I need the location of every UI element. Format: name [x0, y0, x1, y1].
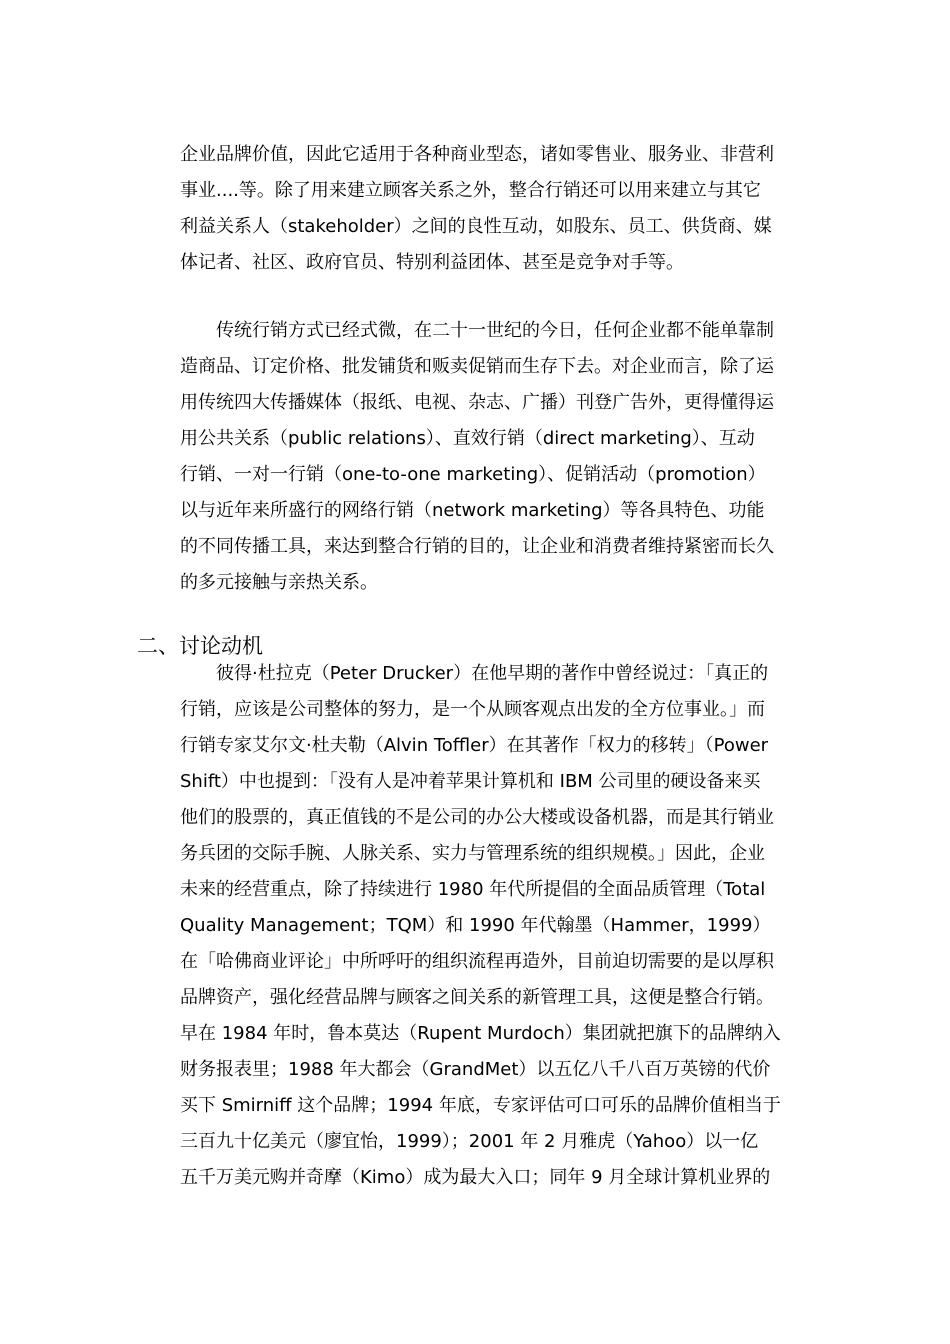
text-line: 利益关系人（stakeholder）之间的良性互动，如股东、员工、供货商、媒 [180, 216, 772, 237]
text-line: 行销、一对一行销（one-to-one marketing）、促销活动（promotion） [180, 464, 766, 485]
text-line: 财务报表里；1988 年大都会（GrandMet）以五亿八千八百万英镑的代价 [180, 1059, 771, 1080]
text-line: 的多元接触与亲热关系。 [180, 572, 378, 593]
text-line: 买下 Smirniff 这个品牌；1994 年底，专家评估可口可乐的品牌价值相当于 [180, 1095, 781, 1116]
text-line: 彼得·杜拉克（Peter Drucker）在他早期的著作中曾经说过：「真正的 [180, 663, 769, 684]
text-line: 造商品、订定价格、批发铺货和贩卖促销而生存下去。对企业而言，除了运 [180, 356, 774, 377]
text-line: 务兵团的交际手腕、人脉关系、实力与管理系统的组织规模。」因此，企业 [180, 843, 765, 864]
text-line: 用传统四大传播媒体（报纸、电视、杂志、广播）刊登广告外，更得懂得运 [180, 392, 774, 413]
text-line: 行销专家艾尔文·杜夫勒（Alvin Toffler）在其著作「权力的移转」（Power [180, 735, 769, 756]
text-line: 体记者、社区、政府官员、特别利益团体、甚至是竞争对手等。 [180, 252, 684, 273]
text-line: 五千万美元购并奇摩（Kimo）成为最大入口；同年 9 月全球计算机业界的 [180, 1167, 771, 1188]
text-line: 传统行销方式已经式微，在二十一世纪的今日，任何企业都不能单靠制 [180, 320, 774, 341]
text-line: 三百九十亿美元（廖宜怡，1999）；2001 年 2 月雅虎（Yahoo）以一亿 [180, 1131, 759, 1152]
text-line: 事业....等。除了用来建立顾客关系之外，整合行销还可以用来建立与其它 [180, 180, 761, 201]
section-heading: 二、讨论动机 [137, 634, 263, 658]
text-line: Shift）中也提到：「没有人是冲着苹果计算机和 IBM 公司里的硬设备来买 [180, 771, 761, 792]
text-line: 行销，应该是公司整体的努力，是一个从顾客观点出发的全方位事业。」而 [180, 699, 765, 720]
text-line: 在「哈佛商业评论」中所呼吁的组织流程再造外，目前迫切需要的是以厚积 [180, 951, 774, 972]
text-line: 他们的股票的，真正值钱的不是公司的办公大楼或设备机器，而是其行销业 [180, 807, 774, 828]
text-line: 未来的经营重点，除了持续进行 1980 年代所提倡的全面品质管理（Total [180, 879, 766, 900]
text-line: 企业品牌价值，因此它适用于各种商业型态，诸如零售业、服务业、非营利 [180, 144, 774, 165]
text-line: 用公共关系（public relations）、直效行销（direct marketing）、互动 [180, 428, 755, 449]
text-line: Quality Management；TQM）和 1990 年代翰墨（Hammer，1999） [180, 915, 771, 936]
text-line: 早在 1984 年时，鲁本莫达（Rupent Murdoch）集团就把旗下的品牌纳入 [180, 1023, 781, 1044]
text-line: 品牌资产，强化经营品牌与顾客之间关系的新管理工具，这便是整合行销。 [180, 987, 774, 1008]
text-line: 的不同传播工具，来达到整合行销的目的，让企业和消费者维持紧密而长久 [180, 536, 774, 557]
text-line: 以与近年来所盛行的网络行销（network marketing）等各具特色、功能 [180, 500, 765, 521]
